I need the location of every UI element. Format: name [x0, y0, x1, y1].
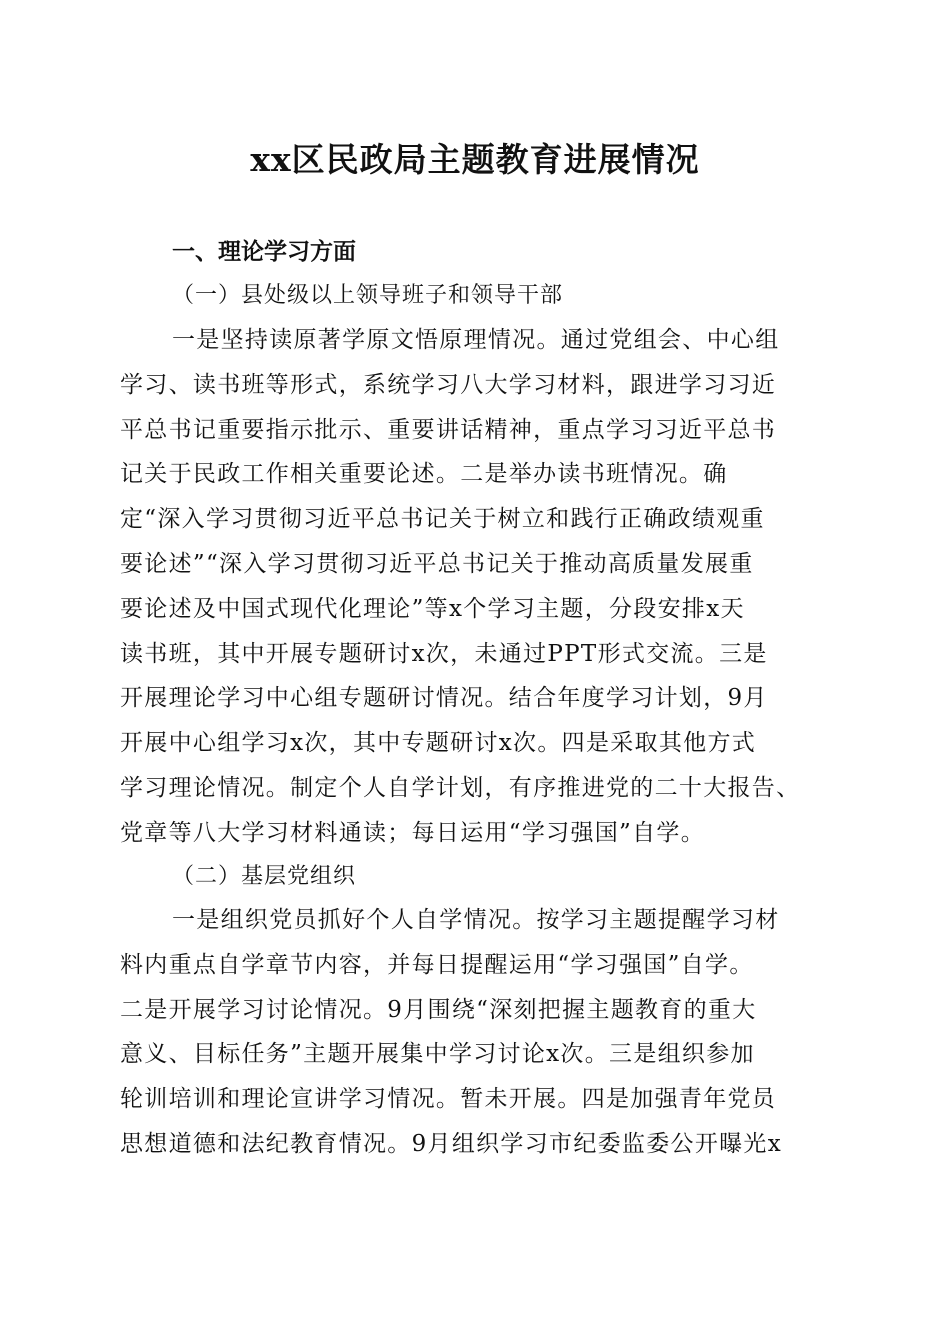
- paragraph-line: 开展中心组学习x次，其中专题研讨x次。四是采取其他方式: [120, 730, 757, 757]
- paragraph-line: 定“深入学习贯彻习近平总书记关于树立和践行正确政绩观重: [120, 506, 765, 533]
- paragraph-line: 轮训培训和理论宣讲学习情况。暂未开展。四是加强青年党员: [120, 1086, 777, 1113]
- paragraph-line: 二是开展学习讨论情况。9月围绕“深刻把握主题教育的重大: [120, 996, 757, 1023]
- paragraph-line: 记关于民政工作相关重要论述。二是举办读书班情况。确: [120, 461, 728, 488]
- section-heading-theory-study: 一、理论学习方面: [172, 239, 356, 265]
- paragraph-line: 平总书记重要指示批示、重要讲话精神，重点学习习近平总书: [120, 416, 777, 443]
- subsection-heading-leadership: （一）县处级以上领导班子和领导干部: [172, 283, 564, 308]
- subsection-heading-grassroots: （二）基层党组织: [172, 864, 357, 889]
- paragraph-line: 意义、目标任务”主题开展集中学习讨论x次。三是组织参加: [120, 1041, 755, 1068]
- document-title: xx区民政局主题教育进展情况: [250, 140, 700, 179]
- paragraph-line: 党章等八大学习材料通读；每日运用“学习强国”自学。: [120, 819, 706, 846]
- paragraph-line: 一是组织党员抓好个人自学情况。按学习主题提醒学习材: [172, 907, 780, 933]
- paragraph-line: 要论述”“深入学习贯彻习近平总书记关于推动高质量发展重: [120, 550, 754, 577]
- paragraph-line: 学习、读书班等形式，系统学习八大学习材料，跟进学习习近: [120, 371, 777, 398]
- paragraph-line: 要论述及中国式现代化理论”等x个学习主题，分段安排x天: [120, 595, 745, 622]
- paragraph-line: 开展理论学习中心组专题研讨情况。结合年度学习计划，9月: [120, 685, 768, 712]
- paragraph-line: 料内重点自学章节内容，并每日提醒运用“学习强国”自学。: [120, 951, 754, 978]
- paragraph-line: 学习理论情况。制定个人自学计划，有序推进党的二十大报告、: [120, 774, 801, 801]
- paragraph-grassroots: [120, 898, 830, 1167]
- paragraph-line: 一是坚持读原著学原文悟原理情况。通过党组会、中心组: [172, 327, 780, 353]
- paragraph-line: 思想道德和法纪教育情况。9月组织学习市纪委监委公开曝光x: [120, 1130, 783, 1157]
- paragraph-line: 读书班，其中开展专题研讨x次，未通过PPT形式交流。三是: [120, 640, 768, 667]
- paragraph-leadership: [120, 318, 830, 856]
